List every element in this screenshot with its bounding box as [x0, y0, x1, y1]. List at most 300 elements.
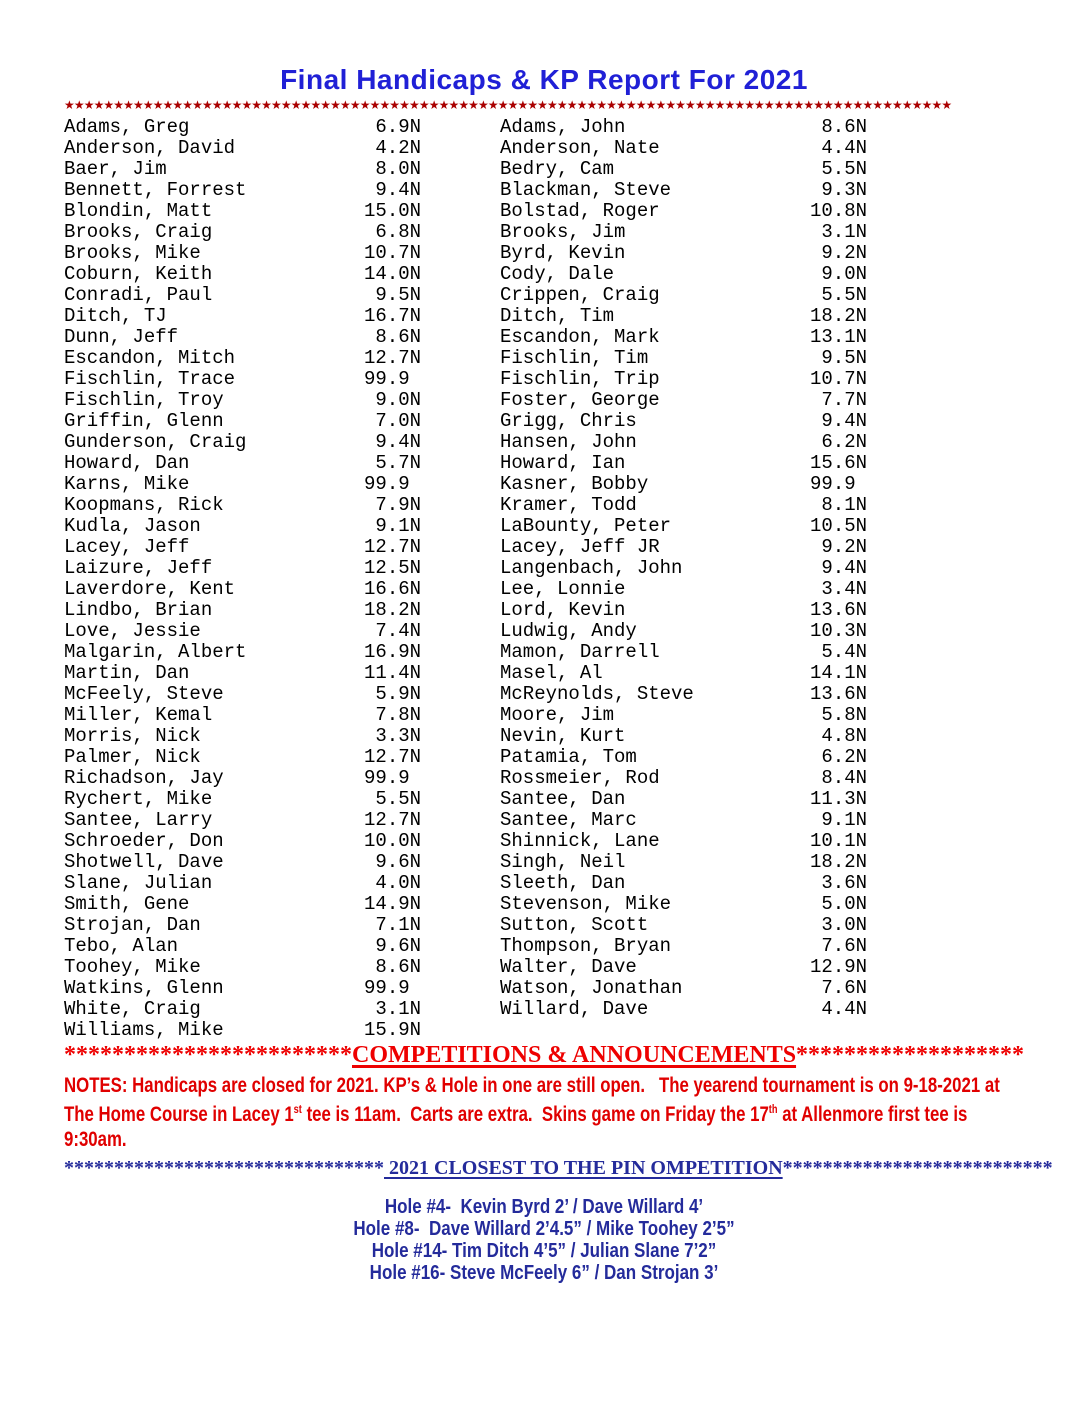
player-name: McReynolds, Steve [500, 684, 694, 705]
handicap-value: 10.8 [810, 200, 856, 222]
handicap-value: 10.7 [810, 368, 856, 390]
player-name: Laizure, Jeff [64, 558, 213, 579]
player-name: Schroeder, Don [64, 831, 224, 852]
player-name: Sutton, Scott [500, 915, 649, 936]
handicap-flag: N [855, 494, 868, 516]
player-name: Rossmeier, Rod [500, 768, 660, 789]
handicap-value: 3.1 [375, 998, 410, 1020]
roster-row [500, 537, 867, 558]
roster-row [64, 285, 421, 306]
player-name: Fischlin, Trace [64, 369, 236, 390]
handicap-value: 3.0 [821, 914, 856, 936]
player-name: Hansen, John [500, 432, 637, 453]
roster-row [500, 264, 867, 285]
handicap-value: 7.8 [375, 704, 410, 726]
notes-line [64, 1073, 1000, 1098]
handicap-flag: N [855, 746, 868, 768]
handicap-flag: N [409, 746, 422, 768]
notes-superscript: th [768, 1104, 778, 1116]
roster-row [64, 978, 421, 999]
roster-row [500, 369, 867, 390]
player-name: Fischlin, Troy [64, 390, 224, 411]
kp-hole-line: Hole #14- Tim Ditch 4’5” / Julian Slane 7’2” [371, 1240, 717, 1262]
player-name: McFeely, Steve [64, 684, 224, 705]
player-name: Miller, Kemal [64, 705, 213, 726]
player-name: Adams, Greg [64, 117, 190, 138]
player-name: Nevin, Kurt [500, 726, 626, 747]
roster-row [64, 201, 421, 222]
handicap-flag: N [409, 704, 422, 726]
roster-row [500, 789, 867, 810]
handicap-flag: N [409, 683, 422, 705]
handicap-flag: N [409, 956, 422, 978]
player-name: Bedry, Cam [500, 159, 615, 180]
handicap-flag: N [855, 431, 868, 453]
handicap-value: 9.2 [821, 242, 856, 264]
handicap-value: 5.5 [375, 788, 410, 810]
handicap-value: 12.7 [364, 347, 410, 369]
roster-row [64, 1020, 421, 1041]
handicap-flag: N [409, 410, 422, 432]
handicap-flag: N [409, 557, 422, 579]
notes-text: 9:30am. [64, 1128, 127, 1151]
player-name: Shinnick, Lane [500, 831, 660, 852]
player-name: Crippen, Craig [500, 285, 660, 306]
handicap-flag: N [855, 452, 868, 474]
handicap-flag: N [409, 494, 422, 516]
notes-line [64, 1127, 883, 1152]
handicap-value: 4.4 [821, 137, 856, 159]
handicap-value: 14.1 [810, 662, 856, 684]
player-name: Adams, John [500, 117, 626, 138]
handicap-flag: N [409, 179, 422, 201]
handicap-flag: N [855, 977, 868, 999]
handicap-flag: N [855, 137, 868, 159]
handicap-value: 5.9 [375, 683, 410, 705]
handicap-value: 16.7 [364, 305, 410, 327]
handicap-flag: N [409, 872, 422, 894]
handicap-value: 3.1 [821, 221, 856, 243]
handicap-value: 15.0 [364, 200, 410, 222]
handicap-value: 12.7 [364, 746, 410, 768]
roster-row [64, 411, 421, 432]
handicap-value: 9.4 [821, 557, 856, 579]
kp-hole-line: Hole #8- Dave Willard 2’4.5” / Mike Toohey 2’5” [353, 1218, 735, 1240]
handicap-flag [410, 474, 421, 495]
player-name: Fischlin, Tim [500, 348, 649, 369]
handicap-value: 9.4 [821, 410, 856, 432]
player-name: Anderson, David [64, 138, 236, 159]
handicap-flag: N [855, 683, 868, 705]
player-name: Howard, Ian [500, 453, 626, 474]
handicap-value: 14.9 [364, 893, 410, 915]
roster-row [64, 999, 421, 1020]
player-name: Karns, Mike [64, 474, 190, 495]
handicap-flag: N [409, 893, 422, 915]
player-name: Byrd, Kevin [500, 243, 626, 264]
player-name: White, Craig [64, 999, 201, 1020]
player-name: Santee, Larry [64, 810, 213, 831]
handicap-value: 8.6 [821, 116, 856, 138]
handicap-value: 6.2 [821, 431, 856, 453]
player-name: Kudla, Jason [64, 516, 201, 537]
handicap-value: 12.5 [364, 557, 410, 579]
player-name: Singh, Neil [500, 852, 626, 873]
player-name: Watson, Jonathan [500, 978, 683, 999]
handicap-value: 7.7 [821, 389, 856, 411]
handicap-value: 7.9 [375, 494, 410, 516]
roster-row [64, 936, 421, 957]
handicap-value: 5.7 [375, 452, 410, 474]
handicap-value: 11.4 [364, 662, 410, 684]
roster-row [64, 600, 421, 621]
handicap-flag: N [855, 368, 868, 390]
roster-row [64, 537, 421, 558]
handicap-value: 18.2 [810, 305, 856, 327]
roster-row [64, 915, 421, 936]
roster-row [64, 348, 421, 369]
roster-row [500, 138, 867, 159]
player-name: Masel, Al [500, 663, 603, 684]
competitions-header-lead-asterisks: ************************ [64, 1042, 352, 1068]
handicap-flag: N [409, 788, 422, 810]
roster-row [64, 264, 421, 285]
notes-text: NOTES: Handicaps are closed for 2021. KP’s & Hole in one are still open. The yearend tournament is on 9-18-2021 at [64, 1074, 1000, 1097]
player-name: Kramer, Todd [500, 495, 637, 516]
handicap-value: 99.9 [364, 767, 410, 789]
handicap-flag: N [409, 809, 422, 831]
roster-row [500, 747, 867, 768]
player-name: Lindbo, Brian [64, 600, 213, 621]
handicap-flag: N [409, 599, 422, 621]
handicap-flag: N [855, 998, 868, 1020]
handicap-value: 10.1 [810, 830, 856, 852]
handicap-flag [410, 369, 421, 390]
player-name: Brooks, Craig [64, 222, 213, 243]
roster-row [500, 222, 867, 243]
roster-row [64, 726, 421, 747]
handicap-value: 9.6 [375, 935, 410, 957]
handicap-flag: N [409, 326, 422, 348]
roster-column-right [500, 117, 867, 1041]
handicap-flag: N [855, 557, 868, 579]
handicap-value: 7.6 [821, 935, 856, 957]
roster-row [64, 789, 421, 810]
roster-row [500, 642, 867, 663]
roster-row [64, 558, 421, 579]
handicap-flag: N [855, 179, 868, 201]
roster-row [64, 432, 421, 453]
handicap-value: 13.6 [810, 599, 856, 621]
roster-row [500, 726, 867, 747]
player-name: Howard, Dan [64, 453, 190, 474]
player-name: Brooks, Mike [64, 243, 201, 264]
roster-row [64, 579, 421, 600]
handicap-value: 3.3 [375, 725, 410, 747]
kp-header-trail-asterisks: *************************** [782, 1157, 1053, 1179]
player-name: Lee, Lonnie [500, 579, 626, 600]
handicap-flag: N [855, 914, 868, 936]
player-name: Foster, George [500, 390, 660, 411]
handicap-flag: N [855, 515, 868, 537]
roster-row [500, 243, 867, 264]
roster-row [64, 747, 421, 768]
handicap-flag: N [409, 200, 422, 222]
notes-text: The Home Course in Lacey 1 [64, 1103, 294, 1126]
player-name: Bolstad, Roger [500, 201, 660, 222]
notes-line [64, 1098, 968, 1127]
handicap-value: 5.4 [821, 641, 856, 663]
handicap-flag: N [855, 389, 868, 411]
competitions-header-label: COMPETITIONS & ANNOUNCEMENTS [352, 1042, 797, 1068]
player-name: Richadson, Jay [64, 768, 224, 789]
handicap-flag: N [855, 725, 868, 747]
player-name: LaBounty, Peter [500, 516, 672, 537]
handicap-flag: N [409, 431, 422, 453]
handicap-value: 6.8 [375, 221, 410, 243]
roster-row [64, 957, 421, 978]
handicap-flag: N [409, 641, 422, 663]
player-name: Lacey, Jeff [64, 537, 190, 558]
player-name: Rychert, Mike [64, 789, 213, 810]
player-name: Escandon, Mitch [64, 348, 236, 369]
kp-results [0, 1196, 1088, 1284]
player-name: Lacey, Jeff JR [500, 537, 660, 558]
handicap-value: 9.5 [821, 347, 856, 369]
handicap-flag: N [409, 515, 422, 537]
handicap-flag: N [855, 704, 868, 726]
handicap-value: 9.0 [375, 389, 410, 411]
roster-row [500, 285, 867, 306]
handicap-flag: N [855, 599, 868, 621]
roster-row [500, 621, 867, 642]
handicap-value: 16.6 [364, 578, 410, 600]
handicap-flag: N [409, 116, 422, 138]
roster-row [500, 558, 867, 579]
notes-text: tee is 11am. Carts are extra. Skins game on Friday the 17 [301, 1103, 769, 1126]
handicap-value: 13.1 [810, 326, 856, 348]
handicap-value: 13.6 [810, 683, 856, 705]
roster-row [500, 348, 867, 369]
handicap-value: 9.6 [375, 851, 410, 873]
handicap-flag: N [409, 305, 422, 327]
player-name: Escandon, Mark [500, 327, 660, 348]
handicap-value: 99.9 [364, 368, 410, 390]
handicap-flag: N [855, 263, 868, 285]
handicap-flag: N [855, 221, 868, 243]
roster-row [64, 495, 421, 516]
player-name: Palmer, Nick [64, 747, 201, 768]
player-name: Smith, Gene [64, 894, 190, 915]
handicap-flag: N [409, 914, 422, 936]
handicap-flag: N [855, 305, 868, 327]
notes-superscript: st [293, 1104, 302, 1116]
handicap-value: 99.9 [364, 977, 410, 999]
handicap-value: 99.9 [810, 473, 856, 495]
handicap-value: 4.2 [375, 137, 410, 159]
handicap-flag: N [409, 935, 422, 957]
roster-row [500, 831, 867, 852]
roster-row [500, 894, 867, 915]
handicap-value: 9.2 [821, 536, 856, 558]
handicap-value: 9.5 [375, 284, 410, 306]
kp-hole-line: Hole #4- Kevin Byrd 2’ / Dave Willard 4’ [384, 1196, 704, 1218]
handicap-value: 11.3 [810, 788, 856, 810]
handicap-flag: N [855, 830, 868, 852]
roster-row [64, 117, 421, 138]
roster-row [64, 810, 421, 831]
handicap-value: 3.4 [821, 578, 856, 600]
roster-row [64, 243, 421, 264]
handicap-flag: N [409, 578, 422, 600]
handicap-flag: N [855, 935, 868, 957]
roster-row [64, 306, 421, 327]
handicap-value: 9.4 [375, 431, 410, 453]
player-name: Anderson, Nate [500, 138, 660, 159]
handicap-flag: N [855, 578, 868, 600]
handicap-flag: N [855, 851, 868, 873]
handicap-flag: N [409, 620, 422, 642]
handicap-flag: N [409, 242, 422, 264]
handicap-value: 10.7 [364, 242, 410, 264]
roster-row [64, 663, 421, 684]
kp-hole-line: Hole #16- Steve McFeely 6” / Dan Strojan 3’ [369, 1262, 719, 1284]
handicap-flag: N [409, 662, 422, 684]
player-name: Martin, Dan [64, 663, 190, 684]
roster-row [500, 201, 867, 222]
roster-row [500, 411, 867, 432]
handicap-flag: N [409, 347, 422, 369]
page-title: Final Handicaps & KP Report For 2021 [280, 64, 808, 95]
roster-row [64, 831, 421, 852]
handicap-flag: N [855, 326, 868, 348]
handicap-value: 7.0 [375, 410, 410, 432]
handicap-value: 10.0 [364, 830, 410, 852]
roster-column-left [64, 117, 421, 1041]
handicap-value: 9.3 [821, 179, 856, 201]
player-name: Mamon, Darrell [500, 642, 660, 663]
roster-row [500, 474, 867, 495]
player-name: Toohey, Mike [64, 957, 201, 978]
player-name: Ditch, TJ [64, 306, 167, 327]
handicap-value: 6.9 [375, 116, 410, 138]
handicap-flag [410, 978, 421, 999]
handicap-flag: N [409, 137, 422, 159]
player-name: Santee, Dan [500, 789, 626, 810]
roster-row [500, 705, 867, 726]
player-name: Slane, Julian [64, 873, 213, 894]
roster-row [64, 894, 421, 915]
player-name: Griffin, Glenn [64, 411, 224, 432]
roster-row [64, 327, 421, 348]
roster-row [500, 873, 867, 894]
roster-row [64, 390, 421, 411]
notes-text: at Allenmore first tee is [777, 1103, 968, 1126]
handicap-value: 4.0 [375, 872, 410, 894]
handicap-value: 8.6 [375, 956, 410, 978]
handicap-flag: N [409, 536, 422, 558]
roster-row [64, 768, 421, 789]
handicap-value: 6.2 [821, 746, 856, 768]
player-name: Lord, Kevin [500, 600, 626, 621]
player-name: Patamia, Tom [500, 747, 637, 768]
player-name: Santee, Marc [500, 810, 637, 831]
roster-row [500, 936, 867, 957]
roster-row [500, 978, 867, 999]
top-star-rule: ★★★★★★★★★★★★★★★★★★★★★★★★★★★★★★★★★★★★★★★★★★★★★★★★★★★★★★★★★★★★★★★★★★★★★★★★★★★★★★★★★★★★★★★★★★ [64, 98, 952, 112]
handicap-value: 18.2 [810, 851, 856, 873]
handicap-value: 7.6 [821, 977, 856, 999]
kp-header-label: 2021 CLOSEST TO THE PIN OMPETITION [384, 1157, 783, 1179]
handicap-flag: N [855, 641, 868, 663]
roster-row [500, 432, 867, 453]
roster-row [64, 684, 421, 705]
roster-row [500, 810, 867, 831]
roster-row [500, 453, 867, 474]
player-name: Cody, Dale [500, 264, 615, 285]
player-name: Conradi, Paul [64, 285, 213, 306]
handicap-value: 10.3 [810, 620, 856, 642]
handicap-flag: N [855, 200, 868, 222]
player-name: Willard, Dave [500, 999, 649, 1020]
handicap-flag: N [409, 452, 422, 474]
roster-row [64, 642, 421, 663]
handicap-value: 16.9 [364, 641, 410, 663]
roster-row [500, 117, 867, 138]
handicap-value: 9.0 [821, 263, 856, 285]
handicap-value: 9.4 [375, 179, 410, 201]
handicap-flag [410, 768, 421, 789]
player-name: Malgarin, Albert [64, 642, 247, 663]
handicap-flag [856, 474, 867, 495]
player-name: Ditch, Tim [500, 306, 615, 327]
handicap-value: 8.0 [375, 158, 410, 180]
handicap-flag: N [855, 284, 868, 306]
handicap-flag: N [855, 809, 868, 831]
handicap-flag: N [409, 284, 422, 306]
handicap-value: 7.4 [375, 620, 410, 642]
player-name: Kasner, Bobby [500, 474, 649, 495]
player-name: Moore, Jim [500, 705, 615, 726]
kp-header [64, 1156, 1088, 1180]
handicap-roster [64, 117, 1088, 1041]
player-name: Watkins, Glenn [64, 978, 224, 999]
handicap-value: 15.9 [364, 1019, 410, 1041]
roster-row [64, 621, 421, 642]
player-name: Laverdore, Kent [64, 579, 236, 600]
handicap-value: 14.0 [364, 263, 410, 285]
handicap-value: 99.9 [364, 473, 410, 495]
roster-row [500, 579, 867, 600]
handicap-value: 4.4 [821, 998, 856, 1020]
roster-row [64, 138, 421, 159]
player-name: Fischlin, Trip [500, 369, 660, 390]
handicap-flag: N [855, 116, 868, 138]
player-name: Grigg, Chris [500, 411, 637, 432]
player-name: Baer, Jim [64, 159, 167, 180]
roster-row [500, 852, 867, 873]
roster-row [500, 684, 867, 705]
handicap-value: 4.8 [821, 725, 856, 747]
roster-row [64, 222, 421, 243]
handicap-value: 8.4 [821, 767, 856, 789]
handicap-flag: N [409, 263, 422, 285]
handicap-flag: N [855, 410, 868, 432]
handicap-flag: N [855, 788, 868, 810]
handicap-value: 10.5 [810, 515, 856, 537]
roster-row [64, 873, 421, 894]
player-name: Tebo, Alan [64, 936, 179, 957]
